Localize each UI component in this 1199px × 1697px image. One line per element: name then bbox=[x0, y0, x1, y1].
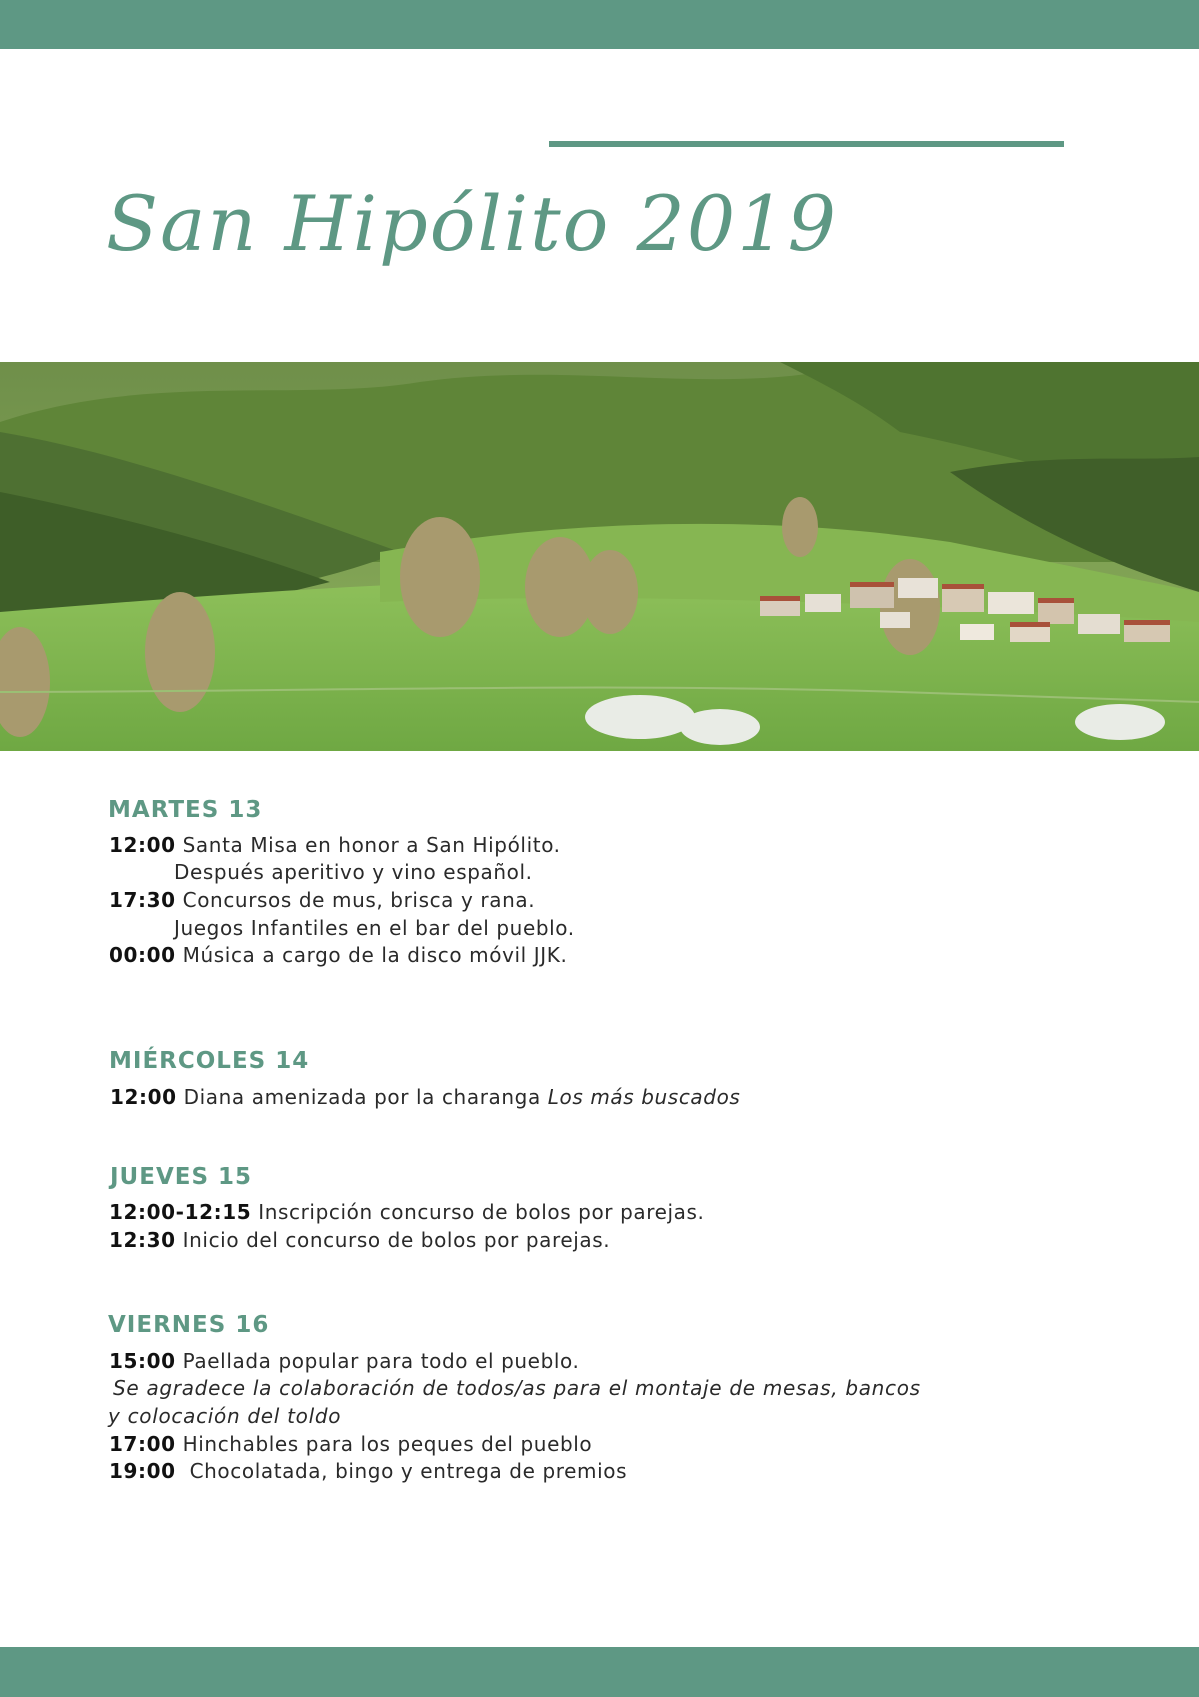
event-continuation: Después aperitivo y vino español. bbox=[174, 860, 533, 884]
event-line bbox=[109, 1459, 627, 1483]
event-line bbox=[109, 833, 561, 857]
event-line bbox=[109, 888, 535, 912]
collaboration-note: Se agradece la colaboración de todos/as para el montaje de mesas, bancos bbox=[113, 1376, 921, 1400]
event-line bbox=[110, 1085, 740, 1109]
event-time: 12:00 bbox=[110, 1085, 177, 1109]
landscape-photo bbox=[0, 362, 1199, 751]
event-time: 15:00 bbox=[109, 1349, 176, 1373]
event-text: Paellada popular para todo el pueblo. bbox=[182, 1349, 580, 1373]
event-time: 12:30 bbox=[109, 1228, 176, 1252]
event-line bbox=[109, 1349, 579, 1373]
accent-line bbox=[549, 141, 1064, 147]
event-text: Inscripción concurso de bolos por parejas. bbox=[258, 1200, 705, 1224]
event-text: Diana amenizada por la charanga bbox=[183, 1085, 541, 1109]
event-band-name: Los más buscados bbox=[547, 1085, 741, 1109]
event-text: Chocolatada, bingo y entrega de premios bbox=[189, 1459, 628, 1483]
event-text: Música a cargo de la disco móvil JJK. bbox=[182, 943, 568, 967]
day-title-martes: MARTES 13 bbox=[108, 797, 263, 823]
event-line bbox=[109, 1200, 705, 1224]
event-time: 17:00 bbox=[109, 1432, 176, 1456]
event-line bbox=[109, 943, 567, 967]
event-time: 12:00 bbox=[109, 833, 176, 857]
top-band bbox=[0, 0, 1199, 49]
event-continuation: Juegos Infantiles en el bar del pueblo. bbox=[174, 916, 575, 940]
event-time: 00:00 bbox=[109, 943, 176, 967]
event-text: Hinchables para los peques del pueblo bbox=[182, 1432, 593, 1456]
event-line bbox=[109, 1228, 610, 1252]
day-title-viernes: VIERNES 16 bbox=[108, 1312, 270, 1338]
event-time: 12:00-12:15 bbox=[109, 1200, 252, 1224]
collaboration-note: y colocación del toldo bbox=[108, 1404, 342, 1428]
event-text: Santa Misa en honor a San Hipólito. bbox=[182, 833, 561, 857]
event-text: Concursos de mus, brisca y rana. bbox=[182, 888, 536, 912]
event-time: 19:00 bbox=[109, 1459, 176, 1483]
page-title: San Hipólito 2019 bbox=[106, 179, 838, 268]
bottom-band bbox=[0, 1647, 1199, 1697]
event-time: 17:30 bbox=[109, 888, 176, 912]
day-title-miercoles: MIÉRCOLES 14 bbox=[109, 1048, 310, 1074]
day-title-jueves: JUEVES 15 bbox=[110, 1164, 253, 1190]
event-line bbox=[109, 1432, 592, 1456]
event-text: Inicio del concurso de bolos por parejas. bbox=[182, 1228, 611, 1252]
